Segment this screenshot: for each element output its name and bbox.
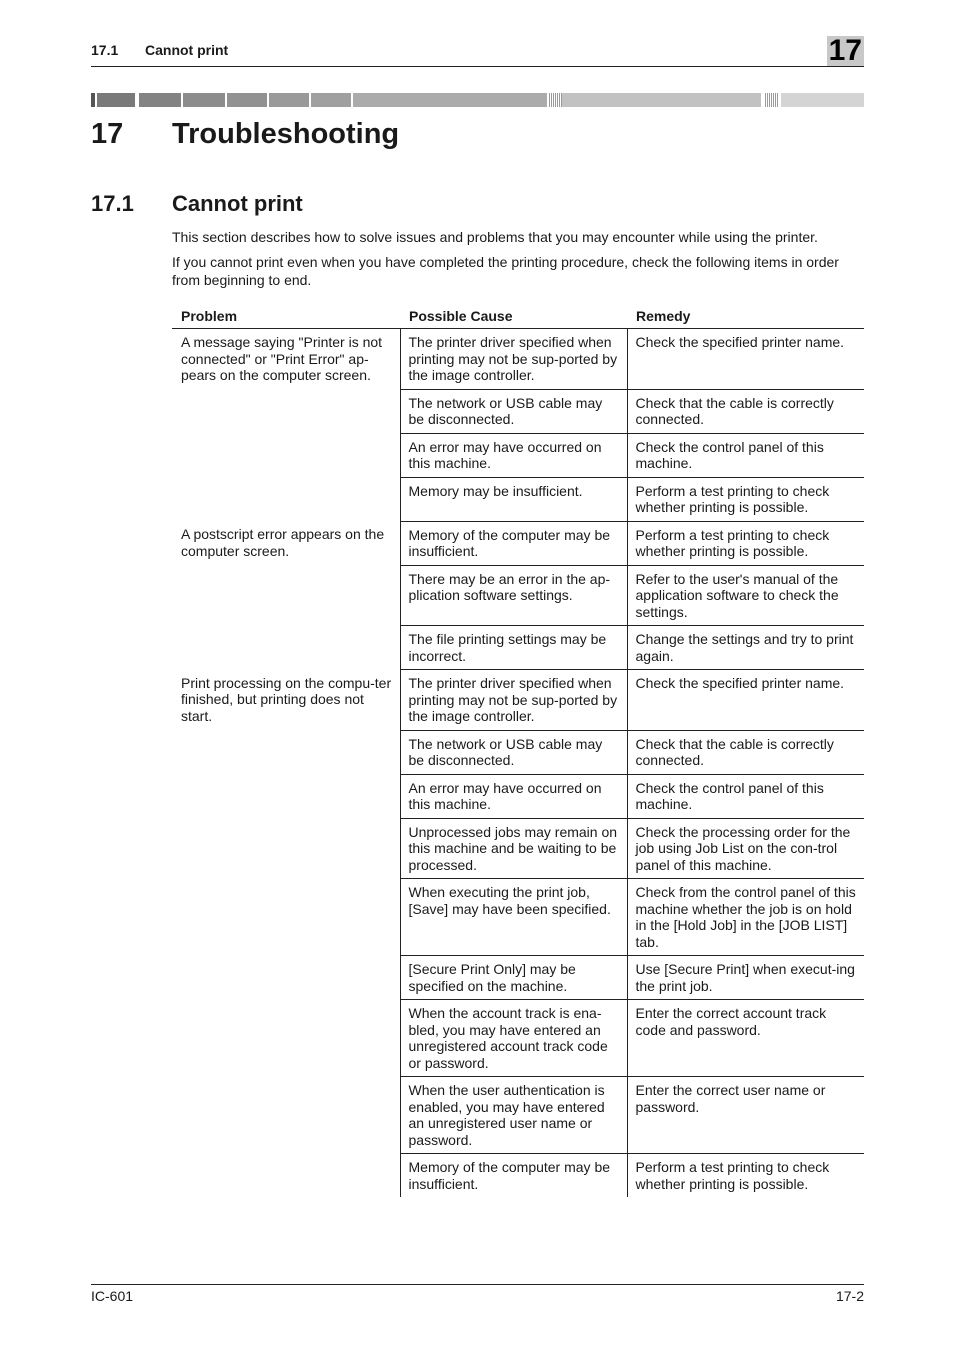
cause-cell: The printer driver specified when printing may not be sup-ported by the image controller.	[400, 329, 627, 390]
header-bar-stripe	[555, 93, 556, 107]
remedy-cell: Check the control panel of this machine.	[627, 774, 864, 818]
remedy-cell: Enter the correct user name or password.	[627, 1077, 864, 1154]
section-heading	[91, 191, 303, 217]
problem-cell: A postscript error appears on the computer screen.	[181, 526, 385, 559]
cause-cell: Memory of the computer may be insufficient.	[400, 521, 627, 565]
remedy-cell: Perform a test printing to check whether printing is possible.	[627, 521, 864, 565]
header-bar-segment	[227, 93, 267, 107]
cause-cell: Memory may be insufficient.	[400, 477, 627, 521]
remedy-cell: Enter the correct account track code and password.	[627, 1000, 864, 1077]
header-bar-segment	[781, 93, 864, 107]
header-bar-stripe	[769, 93, 770, 107]
header-remedy: Remedy	[627, 304, 864, 329]
table-row	[172, 521, 864, 565]
header-bar-stripe	[557, 93, 558, 107]
cause-cell: There may be an error in the ap-plication software settings.	[400, 565, 627, 626]
footer-page-number: 17-2	[835, 1288, 864, 1304]
cause-cell: The network or USB cable may be disconnected.	[400, 389, 627, 433]
troubleshooting-table	[172, 304, 864, 1197]
table-header-row	[172, 304, 864, 329]
cause-cell: [Secure Print Only] may be specified on the machine.	[400, 956, 627, 1000]
header-possible-cause: Possible Cause	[400, 304, 627, 329]
cause-cell: The file printing settings may be incorrect.	[400, 626, 627, 670]
remedy-cell: Check that the cable is correctly connected.	[627, 730, 864, 774]
page-footer	[91, 1284, 864, 1309]
header-bar-stripe	[775, 93, 776, 107]
chapter-number: 17	[91, 118, 124, 150]
problem-cell: A message saying "Printer is not connected" or "Print Error" ap-pears on the computer screen.	[181, 334, 383, 383]
footer-model: IC-601	[91, 1288, 134, 1304]
header-bar-stripe	[549, 93, 550, 107]
remedy-cell: Check from the control panel of this machine whether the job is on hold in the [Hold Job] in the [JOB LIST] tab.	[627, 879, 864, 956]
header-bar-segment	[561, 93, 761, 107]
remedy-cell: Check the specified printer name.	[627, 670, 864, 731]
table-body	[172, 329, 864, 1198]
running-head-chapter-badge: 17	[828, 34, 862, 67]
cause-cell: An error may have occurred on this machine.	[400, 433, 627, 477]
table-row	[172, 670, 864, 731]
cause-cell: Unprocessed jobs may remain on this machine and be waiting to be processed.	[400, 818, 627, 879]
cause-cell: When the account track is ena-bled, you may have entered an unregistered account track code or password.	[400, 1000, 627, 1077]
table-row	[172, 329, 864, 390]
header-bar-stripe	[561, 93, 562, 107]
remedy-cell: Check the control panel of this machine.	[627, 433, 864, 477]
section-title: Cannot print	[172, 191, 303, 216]
header-bar-segment	[183, 93, 225, 107]
header-bar-stripe	[777, 93, 778, 107]
cause-cell: When the user authentication is enabled, you may have entered an unregistered user name or password.	[400, 1077, 627, 1154]
header-bar-stripe	[771, 93, 772, 107]
decorative-header-bar	[91, 93, 864, 107]
cause-cell: An error may have occurred on this machine.	[400, 774, 627, 818]
remedy-cell: Use [Secure Print] when execut-ing the print job.	[627, 956, 864, 1000]
section-number: 17.1	[91, 191, 134, 216]
cause-cell: The printer driver specified when printing may not be sup-ported by the image controller.	[400, 670, 627, 731]
chapter-title: Troubleshooting	[172, 118, 400, 150]
header-bar-stripe	[553, 93, 554, 107]
running-head-section-number: 17.1	[91, 42, 119, 58]
header-bar-segment	[91, 93, 95, 107]
remedy-cell: Perform a test printing to check whether printing is possible.	[627, 1154, 864, 1198]
header-bar-stripe	[551, 93, 552, 107]
header-bar-segment	[269, 93, 309, 107]
header-bar-segment	[311, 93, 351, 107]
header-bar-stripe	[773, 93, 774, 107]
cause-cell: The network or USB cable may be disconnected.	[400, 730, 627, 774]
chapter-heading	[91, 118, 399, 151]
header-bar-segment	[97, 93, 135, 107]
cause-cell: Memory of the computer may be insufficient.	[400, 1154, 627, 1198]
header-bar-stripe	[765, 93, 766, 107]
remedy-cell: Change the settings and try to print again.	[627, 626, 864, 670]
header-bar-segment	[353, 93, 547, 107]
cause-cell: When executing the print job, [Save] may have been specified.	[400, 879, 627, 956]
header-bar-stripe	[767, 93, 768, 107]
remedy-cell: Check the processing order for the job using Job List on the con-trol panel of this machine.	[627, 818, 864, 879]
intro-paragraph: This section describes how to solve issues and problems that you may encounter while using the printer.	[172, 229, 818, 245]
header-problem: Problem	[172, 304, 400, 329]
running-head	[91, 34, 864, 67]
remedy-cell: Check the specified printer name.	[627, 329, 864, 390]
instruction-paragraph: If you cannot print even when you have completed the printing procedure, check the following items in order from beginning to end.	[172, 254, 839, 288]
header-bar-stripe	[559, 93, 560, 107]
remedy-cell: Check that the cable is correctly connected.	[627, 389, 864, 433]
running-head-section-title: Cannot print	[145, 42, 229, 58]
problem-cell: Print processing on the compu-ter finished, but printing does not start.	[181, 674, 392, 724]
header-bar-segment	[139, 93, 181, 107]
remedy-cell: Perform a test printing to check whether printing is possible.	[627, 477, 864, 521]
remedy-cell: Refer to the user's manual of the application software to check the settings.	[627, 565, 864, 626]
